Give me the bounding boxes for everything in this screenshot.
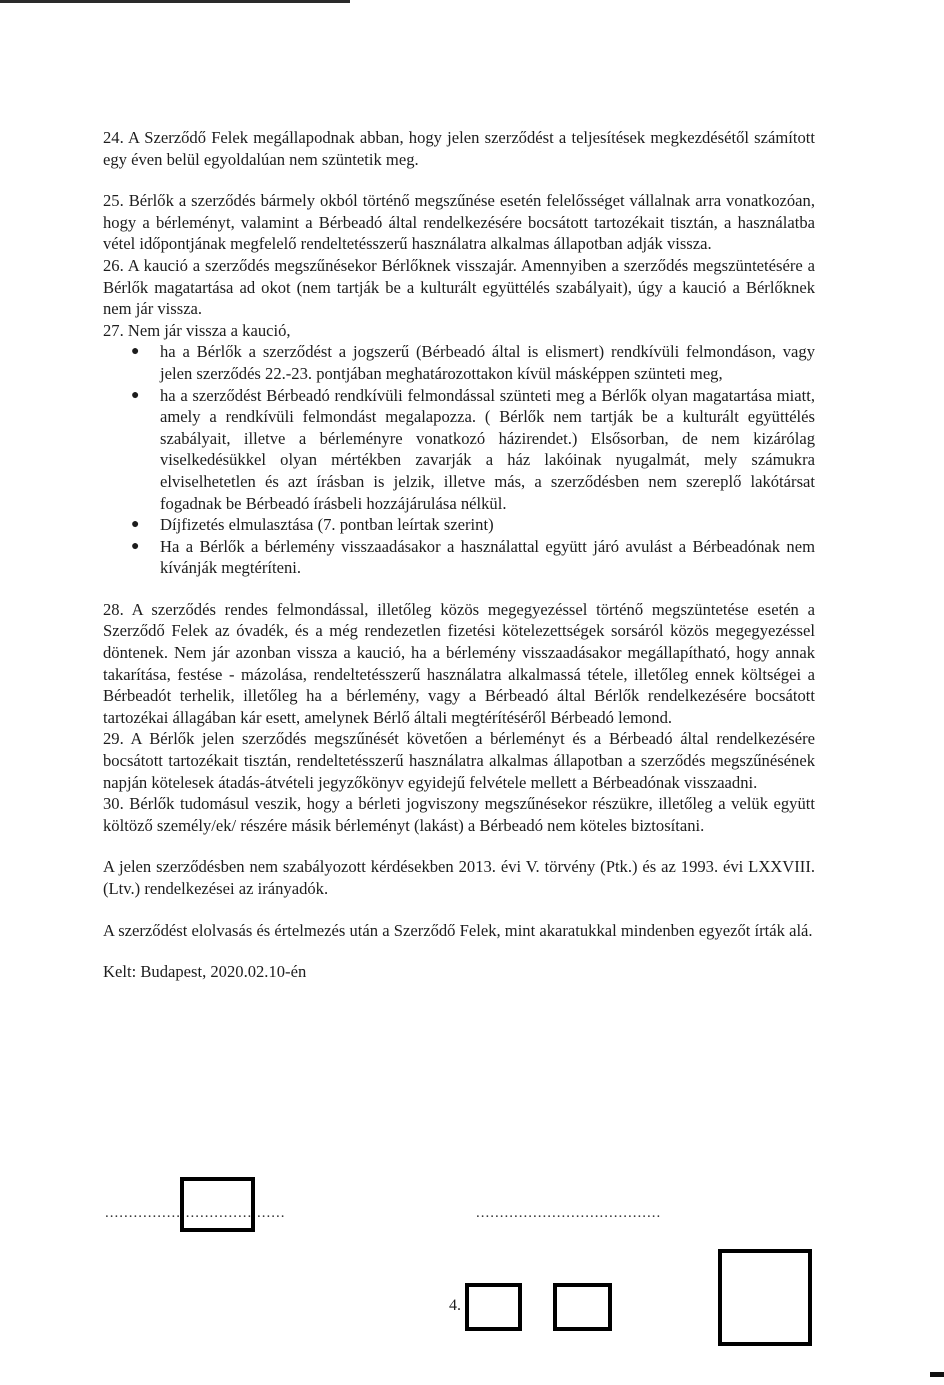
date-line: Kelt: Budapest, 2020.02.10-én (103, 962, 307, 982)
list-item: ● ha a szerződést Bérbeadó rendkívüli felmondással szünteti meg a Bérlők olyan magatartása miatt, amely a rendkívüli felmondást megalapozza. ( Bérlők nem tartják be a kulturált együttélés szabályait, illetve a bérleményre vonatkozó házirendet.) Elsősorban, de nem kizárólag viselkedésükkel olyan mértékben zavarják a ház lakóinak nyugalmát, mely számukra elviselhetetlen és azt írásban is jelzik, illetve más, a szerződésben nem szereplő lakótársat fogadnak be Bérbeadó írásbeli hozzájárulása nélkül. (131, 385, 815, 513)
paragraph-25: 25. Bérlők a szerződés bármely okból történő megszűnése esetén felelősséget vállalnak arra vonatkozóan, hogy a bérleményt, valamint a Bérbeadó által rendelkezésére bocsátott tartozékait tisztán, a használatba vétel időpontjának megfelelő rendeltetésszerű használatra alkalmas állapotban adják vissza. (103, 191, 815, 254)
signature-line-right: ....................................... (476, 1205, 662, 1221)
page-number: 4. (449, 1297, 461, 1314)
bullet-icon: ● (131, 538, 140, 554)
bullet-icon: ● (131, 517, 140, 533)
signature-line-left: ...................................... (105, 1205, 286, 1221)
list-item: ● Díjfizetés elmulasztása (7. pontban leírtak szerint) (131, 515, 494, 535)
list-item: ● Ha a Bérlők a bérlemény visszaadásakor a használattal együtt járó avulást a Bérbeadónak nem kívánják megtéríteni. (131, 536, 815, 578)
bullet-icon: ● (131, 387, 140, 403)
paragraph-27-intro: 27. Nem jár vissza a kaució, (103, 320, 291, 340)
scan-edge-mark (0, 0, 350, 3)
scan-edge-mark (930, 1372, 944, 1377)
paragraph-26: 26. A kaució a szerződés megszűnésekor Bérlőknek visszajár. Amennyiben a szerződés megszüntetésére a Bérlők magatartása ad okot (nem tartják be a kulturált együttélés szabályait), úgy a kaució a Bérlőknek nem jár vissza. (103, 255, 815, 319)
initial-box (465, 1283, 522, 1331)
initial-box (718, 1249, 812, 1346)
paragraph-27-list (103, 341, 815, 579)
list-item: ● ha a Bérlők a szerződést a jogszerű (Bérbeadó által is elismert) rendkívüli felmondáson, vagy jelen szerződés 22.-23. pontjában meghatározottakon kívül másképpen szünteti meg, (131, 342, 815, 383)
initial-box (553, 1283, 612, 1331)
paragraph-24: 24. A Szerződő Felek megállapodnak abban, hogy jelen szerződést a teljesítések megkezdésétől számított egy éven belül egyoldalúan nem szüntetik meg. (103, 128, 815, 169)
paragraph-28: 28. A szerződés rendes felmondással, illetőleg közös megegyezéssel történő megszüntetése esetén a Szerződő Felek az óvadék, és a még rendezetlen fizetési kötelezettségek sorsáról közös megegyezéssel döntenek. Nem jár azonban vissza a kaució, ha a bérlemény visszaadásakor megállapítható, hogy annak takarítása, festése - mázolása, rendeltetésszerű használatra alkalmassá tétele, illetőleg ennek költségei a Bérbeadót terhelik, illetőleg ha a bérlemény, vagy a Bérbeadó által Bérlők rendelkezésére bocsátott tartozékai állagában kár esett, amelynek Bérlő általi megtérítéséről Bérbeadó lemond. (103, 599, 815, 727)
paragraph-29: 29. A Bérlők jelen szerződés megszűnését követően a bérleményt és a Bérbeadó által rendelkezésére bocsátott tartozékait tisztán, rendeltetésszerű használatra alkalmas állapotban a szerződés megszűnésének napján kötelesek átadás-átvételi jegyzőkönyv egyidejű felvétele mellett a Bérbeadónak visszaadni. (103, 729, 815, 792)
bullet-icon: ● (131, 344, 140, 360)
redaction-box (180, 1177, 255, 1232)
document-page (103, 127, 815, 983)
closing-paragraph: A szerződést elolvasás és értelmezés után a Szerződő Felek, mint akaratukkal mindenben egyezőt írták alá. (103, 920, 813, 940)
paragraph-30: 30. Bérlők tudomásul veszik, hogy a bérleti jogviszony megszűnésekor részükre, illetőleg a velük együtt költöző személy/ek/ részére másik bérleményt (lakást) a Bérbeadó nem köteles biztosítani. (103, 794, 815, 835)
governing-law-paragraph: A jelen szerződésben nem szabályozott kérdésekben 2013. évi V. törvény (Ptk.) és az 1993. évi LXXVIII. (Ltv.) rendelkezései az irányadók. (103, 857, 815, 898)
